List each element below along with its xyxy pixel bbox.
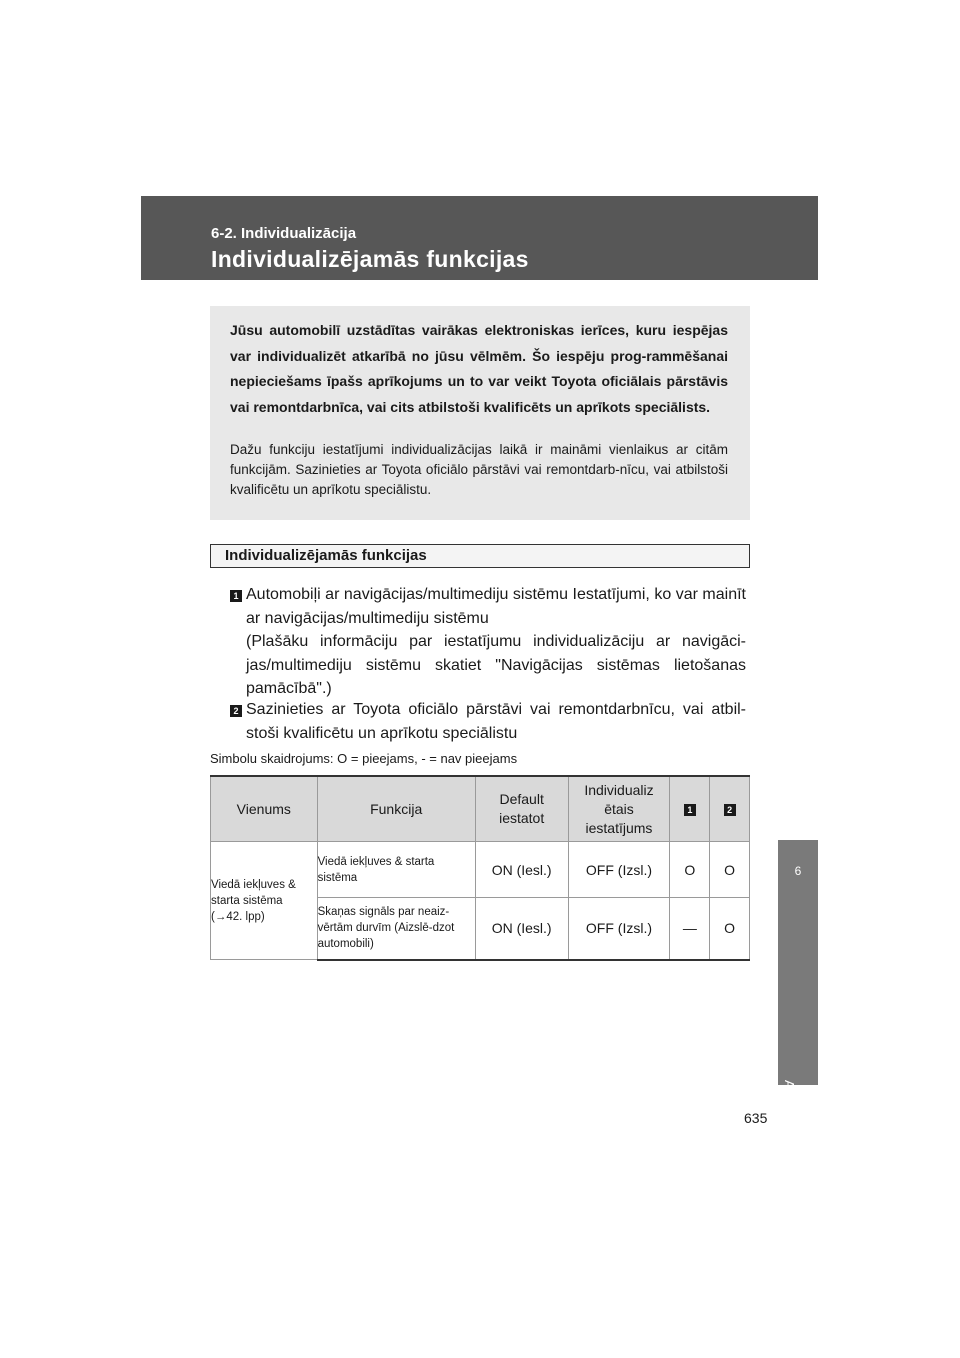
th-col1 <box>670 776 710 842</box>
intro-normal-text: Dažu funkciju iestatījumi individualizācijas laikā ir maināmi vienlaikus ar citām funkcijām. Sazinieties ar Toyota oficiālo pārstāvi vai remontdarb-nīcu, vai atbilstoši kvalificētu un aprīkotu speciālistu. <box>230 442 728 497</box>
column-badge-2: 2 <box>724 804 736 816</box>
col2-cell: O <box>710 842 750 898</box>
th-function: Funkcija <box>317 776 475 842</box>
table-row <box>211 842 750 898</box>
col2-cell: O <box>710 898 750 960</box>
th-unit: Vienums <box>211 776 318 842</box>
intro-bold-text: Jūsu automobilī uzstādītas vairākas elektroniskas ierīces, kuru iespējas var individualizēt atkarībā no jūsu vēlmēm. Šo iespēju prog-rammēšanai nepieciešams īpašs aprīkojums un to var veikt Toyota oficiālais pārstāvis vai remontdarbnīca, vai cits atbilstoši kvalificēts un aprīkots speciālists. <box>230 322 728 415</box>
function-cell: Skaņas signāls par neaiz-vērtām durvīm (Aizslē-dzot automobili) <box>317 898 475 960</box>
th-col2 <box>710 776 750 842</box>
subheading: Individualizējamās funkcijas <box>225 547 427 564</box>
th-default: Default iestatot <box>475 776 568 842</box>
symbol-legend: Simbolu skaidrojums: O = pieejams, - = nav pieejams <box>210 751 518 766</box>
function-cell: Viedā iekļuves & starta sistēma <box>317 842 475 898</box>
custom-cell: OFF (Izsl.) <box>568 842 670 898</box>
page-number: 635 <box>744 1110 768 1126</box>
col1-cell: — <box>670 898 710 960</box>
chapter-label: Automobiļa specifikācijas <box>782 1080 797 1226</box>
item-2-text: Sazinieties ar Toyota oficiālo pārstāvi vai remontdarbnīcu, vai atbil-stoši kvalificētu un aprīkotu speciālistu <box>246 701 746 742</box>
th-custom: Individualiz ētais iestatījums <box>568 776 670 842</box>
unit-cell: Viedā iekļuves & starta sistēma (→42. lpp) <box>211 842 318 960</box>
item-1-text: Automobiļi ar navigācijas/multimediju sistēmu Iestatījumi, ko var mainīt ar navigācijas/multimediju sistēmu (Plašāku informāciju par iestatījumu individualizāciju ar navigāci-jas/multimediju sistēmu skatiet "Navigācijas sistēmas lietošanas pamācībā".) <box>246 586 746 697</box>
default-cell: ON (Iesl.) <box>475 898 568 960</box>
column-badge-1: 1 <box>684 804 696 816</box>
item-number-badge: 1 <box>230 590 242 602</box>
item-number-badge: 2 <box>230 705 242 717</box>
table-header-row <box>211 776 750 842</box>
page-title: Individualizējamās funkcijas <box>211 246 529 272</box>
subheading-box <box>210 544 750 568</box>
col1-cell: O <box>670 842 710 898</box>
custom-features-table <box>210 775 750 961</box>
section-label: 6-2. Individualizācija <box>211 225 357 242</box>
default-cell: ON (Iesl.) <box>475 842 568 898</box>
custom-cell: OFF (Izsl.) <box>568 898 670 960</box>
chapter-number: 6 <box>794 864 802 878</box>
